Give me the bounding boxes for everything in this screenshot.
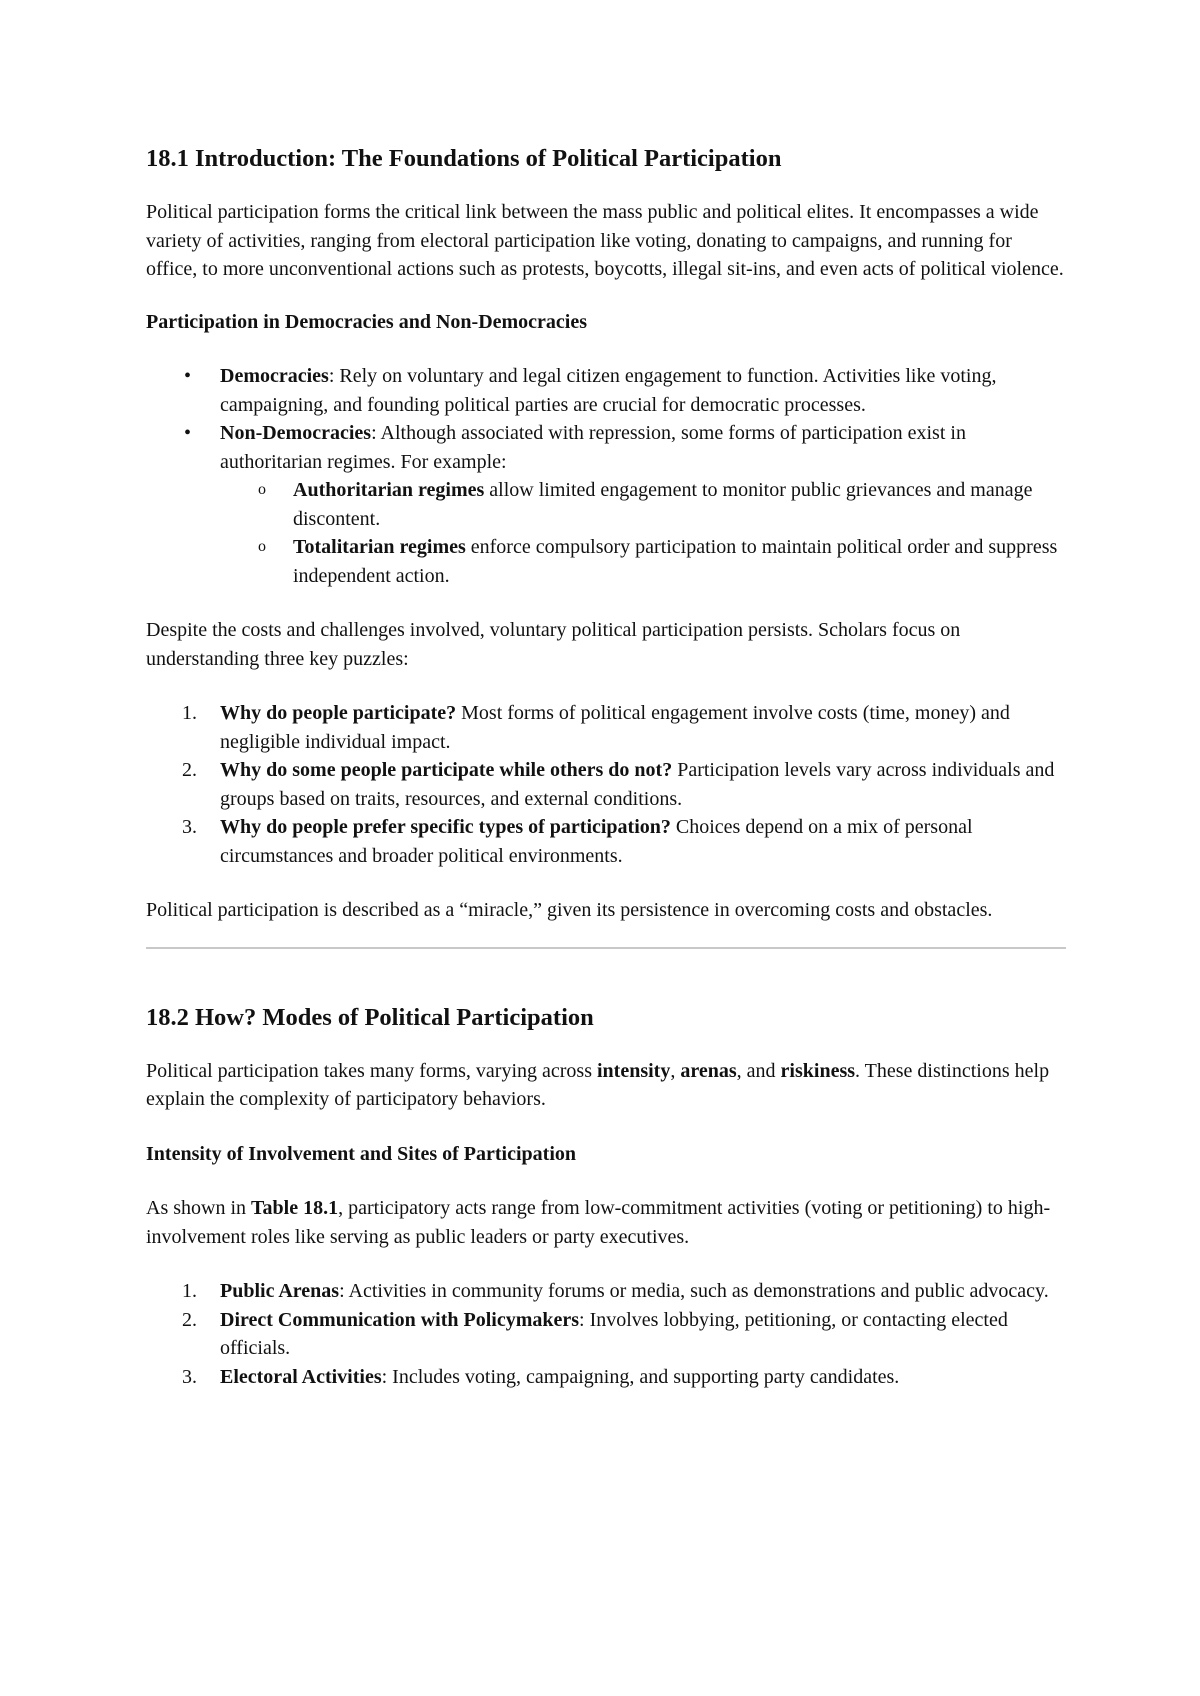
list-term: Totalitarian regimes: [293, 536, 466, 558]
sub-bullet-marker: o: [258, 538, 266, 555]
list-text: allow limited engagement to monitor public grievances and manage discontent.: [293, 479, 1033, 530]
sub-list: [220, 476, 1066, 590]
list-text: Most forms of political engagement involve costs (time, money) and negligible individual impact.: [220, 702, 1010, 753]
regime-list: [146, 362, 1066, 590]
document-content: [146, 142, 1066, 1391]
list-number: 2.: [182, 759, 197, 781]
bullet-marker: •: [184, 365, 192, 387]
list-item: [146, 756, 1066, 813]
list-term: Why do some people participate while others do not?: [220, 759, 673, 781]
list-term: Democracies: [220, 365, 329, 387]
list-item: [146, 419, 1066, 590]
list-term: Non-Democracies: [220, 422, 372, 444]
table-reference-paragraph: As shown in Table 18.1, participatory acts range from low-commitment activities (voting or petitioning) to high-involvement roles like serving as public leaders or party executives.: [146, 1197, 1051, 1248]
list-number: 3.: [182, 1365, 197, 1388]
list-item: [146, 1277, 1066, 1306]
list-term: Direct Communication with Policymakers: [220, 1308, 580, 1331]
list-text: Choices depend on a mix of personal circumstances and broader political environments.: [220, 816, 973, 867]
list-text: : Rely on voluntary and legal citizen engagement to function. Activities like voting, campaigning, and founding political parties are crucial for democratic processes.: [220, 365, 997, 416]
list-item: [146, 699, 1066, 756]
sub-list-item: [220, 533, 1066, 590]
list-number: 1.: [182, 1280, 197, 1302]
section-heading: 18.2 How? Modes of Political Participation: [146, 1003, 594, 1031]
list-item: [146, 1363, 1066, 1392]
puzzles-intro-paragraph: Despite the costs and challenges involved, voluntary political participation persists. Scholars focus on understanding three key puzzles:: [146, 619, 961, 670]
list-item: [146, 362, 1066, 419]
list-text: Participation levels vary across individuals and groups based on traits, resources, and external conditions.: [220, 759, 1055, 810]
list-number: 3.: [182, 816, 197, 838]
list-text: : Activities in community forums or media, such as demonstrations and public advocacy.: [339, 1280, 1049, 1302]
list-number: 2.: [182, 1308, 197, 1331]
modes-intro-paragraph: Political participation takes many forms, varying across intensity, arenas, and riskiness. These distinctions help explain the complexity of participatory behaviors.: [146, 1059, 1050, 1110]
arenas-list: [146, 1277, 1066, 1391]
list-text: : Involves lobbying, petitioning, or contacting elected officials.: [220, 1308, 1008, 1359]
list-term: Why do people participate?: [220, 702, 457, 724]
subsection-heading: Participation in Democracies and Non-Democracies: [146, 310, 588, 333]
list-term: Authoritarian regimes: [293, 479, 485, 501]
list-text: : Although associated with repression, some forms of participation exist in authoritarian regimes. For example:: [220, 422, 966, 473]
list-term: Why do people prefer specific types of participation?: [220, 816, 671, 838]
bullet-marker: •: [184, 422, 192, 444]
sub-list-item: [220, 476, 1066, 533]
list-text: enforce compulsory participation to maintain political order and suppress independent action.: [293, 536, 1058, 587]
closing-paragraph: Political participation is described as a “miracle,” given its persistence in overcoming costs and obstacles.: [146, 899, 993, 921]
list-item: [146, 1306, 1066, 1363]
intro-paragraph: Political participation forms the critical link between the mass public and political elites. It encompasses a wide variety of activities, ranging from electoral participation like voting, donating to campaigns, and running for office, to more unconventional actions such as protests, boycotts, illegal sit-ins, and even acts of political violence.: [146, 201, 1064, 280]
list-term: Public Arenas: [220, 1280, 340, 1302]
puzzles-list: [146, 699, 1066, 870]
list-term: Electoral Activities: [220, 1365, 382, 1388]
subsection-heading: Intensity of Involvement and Sites of Participation: [146, 1142, 576, 1165]
list-number: 1.: [182, 702, 197, 724]
section-heading: 18.1 Introduction: The Foundations of Political Participation: [146, 145, 782, 172]
sub-bullet-marker: o: [258, 481, 266, 498]
list-item: [146, 813, 1066, 870]
list-text: : Includes voting, campaigning, and supporting party candidates.: [381, 1365, 900, 1388]
